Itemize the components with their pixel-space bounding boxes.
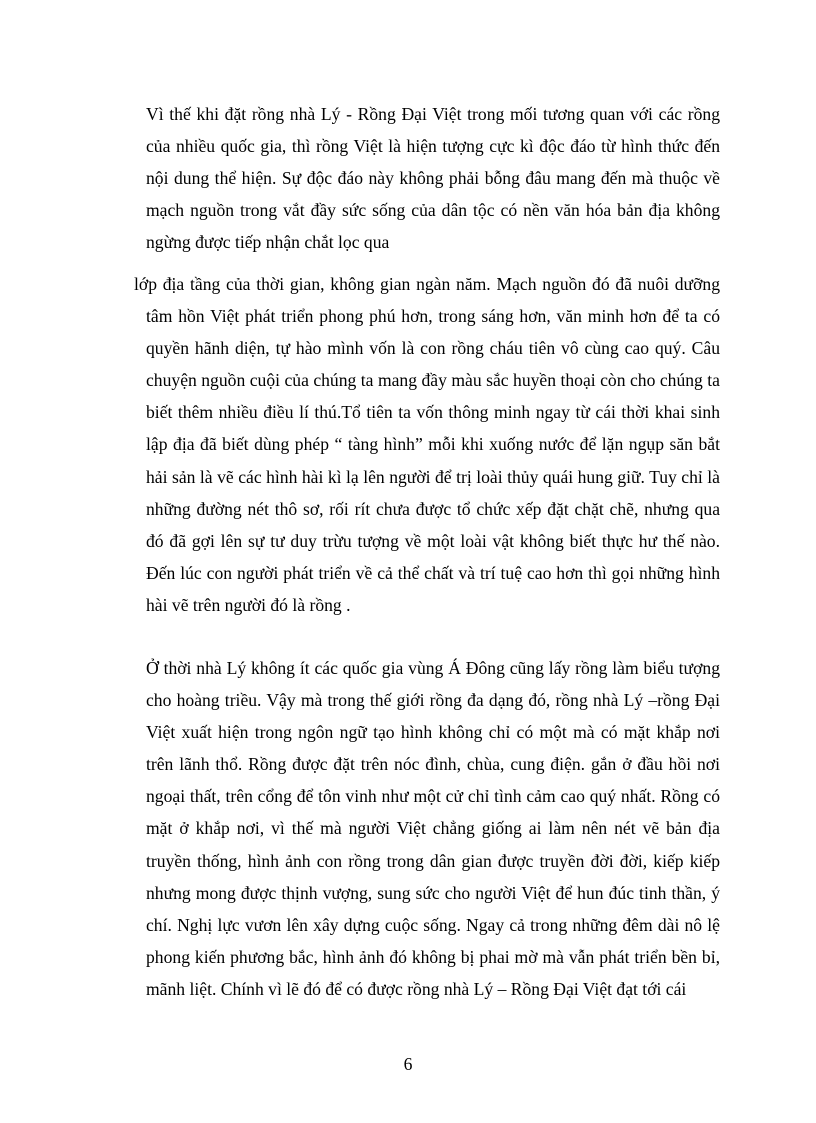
paragraph-2-text: lớp địa tầng của thời gian, không gian ngàn năm. Mạch nguồn đó đã nuôi dưỡng tâm hồn Việt phát triển phong phú hơn, trong sáng hơn, văn minh hơn để ta có quyền hãnh diện, tự hào mình vốn là con rồng cháu tiên vô cùng cao quý. Câu chuyện nguồn cuội của chúng ta mang đầy màu sắc huyền thoại còn cho chúng ta biết thêm nhiều điều lí thú.Tổ tiên ta vốn thông minh ngay từ cái thời khai sinh lập địa đã biết dùng phép “ tàng hình” mỗi khi xuống nước để lặn ngụp săn bắt hải sản là vẽ các hình hài kì lạ lên người để trị loài thủy quái hung giữ. Tuy chỉ là những đường nét thô sơ, rối rít chưa được tổ chức xếp đặt chặt chẽ, nhưng qua đó đã gợi lên sự tư duy trừu tượng về một loài vật không biết thực hư thế nào. Đến lúc con người phát triển về cả thể chất và trí tuệ cao hơn thì gọi những hình hài vẽ trên người đó là rồng . xyxy=(134,274,720,615)
paragraph-3 xyxy=(146,652,720,1005)
paragraph-3-text: Ở thời nhà Lý không ít các quốc gia vùng Á Đông cũng lấy rồng làm biểu tượng cho hoàng triều. Vậy mà trong thế giới rồng đa dạng đó, rồng nhà Lý –rồng Đại Việt xuất hiện trong ngôn ngữ tạo hình không chỉ có một mà có mặt khắp nơi trên lãnh thổ. Rồng được đặt trên nóc đình, chùa, cung điện. gắn ở đầu hồi nơi ngoại thất, trên cổng để tôn vinh như một cử chỉ tình cảm cao quý nhất. Rồng có mặt ở khắp nơi, vì thế mà người Việt chẳng giống ai làm nên nét vẽ bản địa truyền thống, hình ảnh con rồng trong dân gian được truyền đời đời, kiếp kiếp nhưng mong được thịnh vượng, sung sức cho người Việt để hun đúc tinh thần, ý chí. Nghị lực vươn lên xây dựng cuộc sống. Ngay cả trong những đêm dài nô lệ phong kiến phương bắc, hình ảnh đó không bị phai mờ mà vẫn phát triển bền bỉ, mãnh liệt. Chính vì lẽ đó để có được rồng nhà Lý – Rồng Đại Việt đạt tới cái xyxy=(146,658,720,999)
page-number: 6 xyxy=(403,1054,413,1074)
paragraph-2 xyxy=(134,268,720,621)
paragraph-1-text: Vì thế khi đặt rồng nhà Lý - Rồng Đại Việt trong mối tương quan với các rồng của nhiều quốc gia, thì rồng Việt là hiện tượng cực kì độc đáo từ hình thức đến nội dung thể hiện. Sự độc đáo này không phải bỗng đâu mang đến mà thuộc về mạch nguồn trong vắt đầy sức sống của dân tộc có nền văn hóa bản địa không ngừng được tiếp nhận chắt lọc qua xyxy=(146,104,720,253)
paragraph-1 xyxy=(146,98,720,258)
